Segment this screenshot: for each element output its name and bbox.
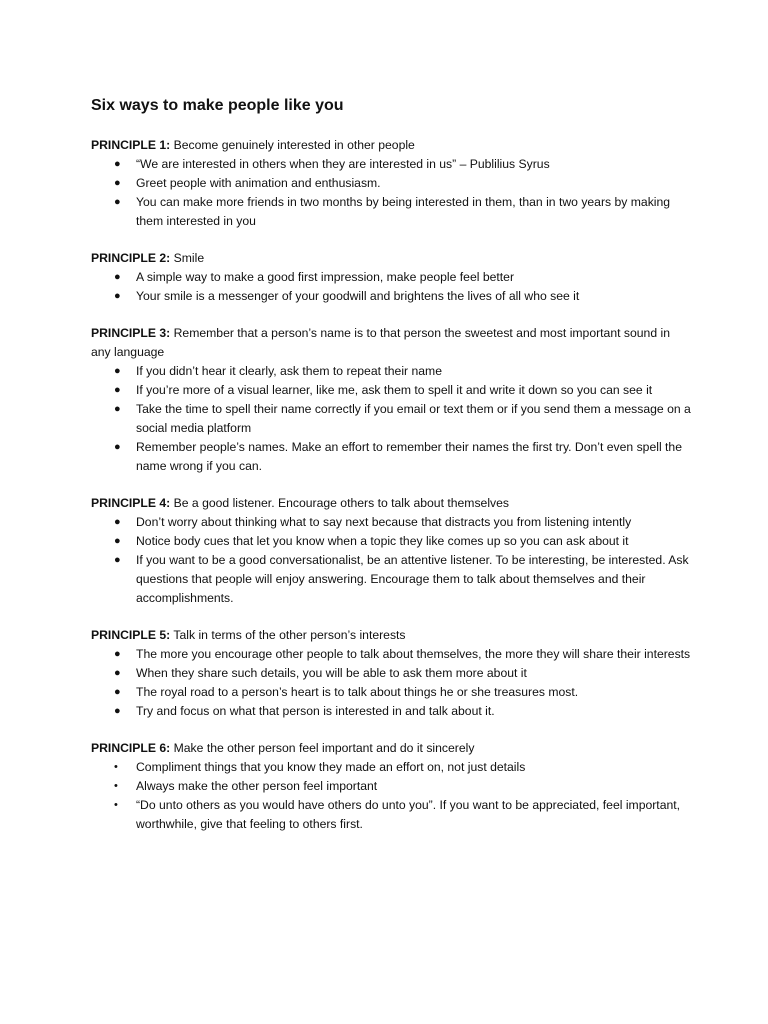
- list-item: [91, 193, 691, 231]
- list-item-text: The more you encourage other people to talk about themselves, the more they will share their interests: [136, 647, 691, 661]
- bullet-icon: ●: [114, 271, 121, 283]
- bullet-icon: ●: [114, 403, 121, 415]
- bullet-icon: •: [114, 780, 118, 792]
- list-item: [91, 174, 691, 193]
- bullet-icon: ●: [114, 648, 121, 660]
- bullet-icon: ●: [114, 516, 121, 528]
- bullet-list: [91, 513, 691, 608]
- list-item: [91, 513, 691, 532]
- principle-label: PRINCIPLE 4:: [91, 496, 171, 510]
- principle-text: Talk in terms of the other person’s interests: [173, 628, 406, 642]
- list-item-text: If you want to be a good conversationalist, be an attentive listener. To be interesting, be interested. Ask questions that people will enjoy answering. Encourage them to talk about themselves and their accomplishments.: [136, 553, 689, 605]
- list-item: [91, 532, 691, 551]
- list-item: [91, 362, 691, 381]
- bullet-icon: ●: [114, 441, 121, 453]
- list-item: [91, 758, 691, 777]
- list-item-text: Greet people with animation and enthusiasm.: [136, 176, 381, 190]
- list-item: [91, 664, 691, 683]
- principle-text: Remember that a person’s name is to that person the sweetest and most important sound in any language: [91, 326, 670, 359]
- principle-heading: [91, 324, 691, 362]
- principle-heading: [91, 494, 691, 513]
- bullet-icon: ●: [114, 554, 121, 566]
- principle-text: Smile: [173, 251, 205, 265]
- list-item: [91, 268, 691, 287]
- list-item-text: A simple way to make a good first impression, make people feel better: [136, 270, 514, 284]
- principle-2: [91, 249, 691, 306]
- list-item: [91, 702, 691, 721]
- principle-1: [91, 136, 691, 231]
- list-item-text: Take the time to spell their name correctly if you email or text them or if you send them a message on a social media platform: [136, 402, 691, 435]
- bullet-icon: •: [114, 799, 118, 811]
- list-item-text: The royal road to a person’s heart is to talk about things he or she treasures most.: [136, 685, 579, 699]
- list-item-text: Notice body cues that let you know when a topic they like comes up so you can ask about it: [136, 534, 629, 548]
- principle-6: [91, 739, 691, 834]
- document-page: [91, 96, 691, 852]
- principle-label: PRINCIPLE 5:: [91, 628, 171, 642]
- list-item-text: You can make more friends in two months by being interested in them, than in two years by making them interested in you: [136, 195, 671, 228]
- bullet-icon: ●: [114, 290, 121, 302]
- principle-text: Become genuinely interested in other people: [173, 138, 415, 152]
- list-item-text: “We are interested in others when they are interested in us” – Publilius Syrus: [136, 157, 550, 171]
- list-item-text: When they share such details, you will be able to ask them more about it: [136, 666, 527, 680]
- list-item: [91, 381, 691, 400]
- list-item-text: If you didn’t hear it clearly, ask them to repeat their name: [136, 364, 442, 378]
- list-item: [91, 155, 691, 174]
- bullet-icon: ●: [114, 535, 121, 547]
- list-item-text: Always make the other person feel important: [136, 779, 378, 793]
- list-item-text: Remember people’s names. Make an effort to remember their names the first try. Don’t even spell the name wrong if you can.: [136, 440, 682, 473]
- principle-heading: [91, 739, 691, 758]
- list-item-text: “Do unto others as you would have others do unto you”. If you want to be appreciated, feel important, worthwhile, give that feeling to others first.: [136, 798, 681, 831]
- list-item-text: If you’re more of a visual learner, like me, ask them to spell it and write it down so you can see it: [136, 383, 653, 397]
- bullet-icon: ●: [114, 705, 121, 717]
- principle-5: [91, 626, 691, 721]
- list-item-text: Try and focus on what that person is interested in and talk about it.: [136, 704, 495, 718]
- principle-label: PRINCIPLE 1:: [91, 138, 171, 152]
- bullet-list: [91, 268, 691, 306]
- list-item: [91, 683, 691, 702]
- list-item-text: Don’t worry about thinking what to say next because that distracts you from listening intently: [136, 515, 632, 529]
- principle-label: PRINCIPLE 6:: [91, 741, 171, 755]
- bullet-icon: ●: [114, 196, 121, 208]
- list-item-text: Compliment things that you know they made an effort on, not just details: [136, 760, 526, 774]
- principle-3: [91, 324, 691, 476]
- principle-heading: [91, 626, 691, 645]
- list-item: [91, 796, 691, 834]
- bullet-list: [91, 362, 691, 476]
- principle-4: [91, 494, 691, 608]
- list-item: [91, 438, 691, 476]
- principle-text: Be a good listener. Encourage others to talk about themselves: [173, 496, 509, 510]
- principle-text: Make the other person feel important and do it sincerely: [173, 741, 475, 755]
- list-item-text: Your smile is a messenger of your goodwill and brightens the lives of all who see it: [136, 289, 580, 303]
- bullet-icon: ●: [114, 667, 121, 679]
- principle-heading: [91, 249, 691, 268]
- principle-heading: [91, 136, 691, 155]
- list-item: [91, 551, 691, 608]
- bullet-list: [91, 645, 691, 721]
- list-item: [91, 287, 691, 306]
- principle-label: PRINCIPLE 3:: [91, 326, 171, 340]
- list-item: [91, 777, 691, 796]
- bullet-list: [91, 758, 691, 834]
- bullet-icon: •: [114, 761, 118, 773]
- bullet-icon: ●: [114, 686, 121, 698]
- bullet-icon: ●: [114, 365, 121, 377]
- bullet-icon: ●: [114, 177, 121, 189]
- bullet-list: [91, 155, 691, 231]
- bullet-icon: ●: [114, 158, 121, 170]
- list-item: [91, 400, 691, 438]
- document-title: Six ways to make people like you: [91, 97, 344, 114]
- principle-label: PRINCIPLE 2:: [91, 251, 171, 265]
- bullet-icon: ●: [114, 384, 121, 396]
- list-item: [91, 645, 691, 664]
